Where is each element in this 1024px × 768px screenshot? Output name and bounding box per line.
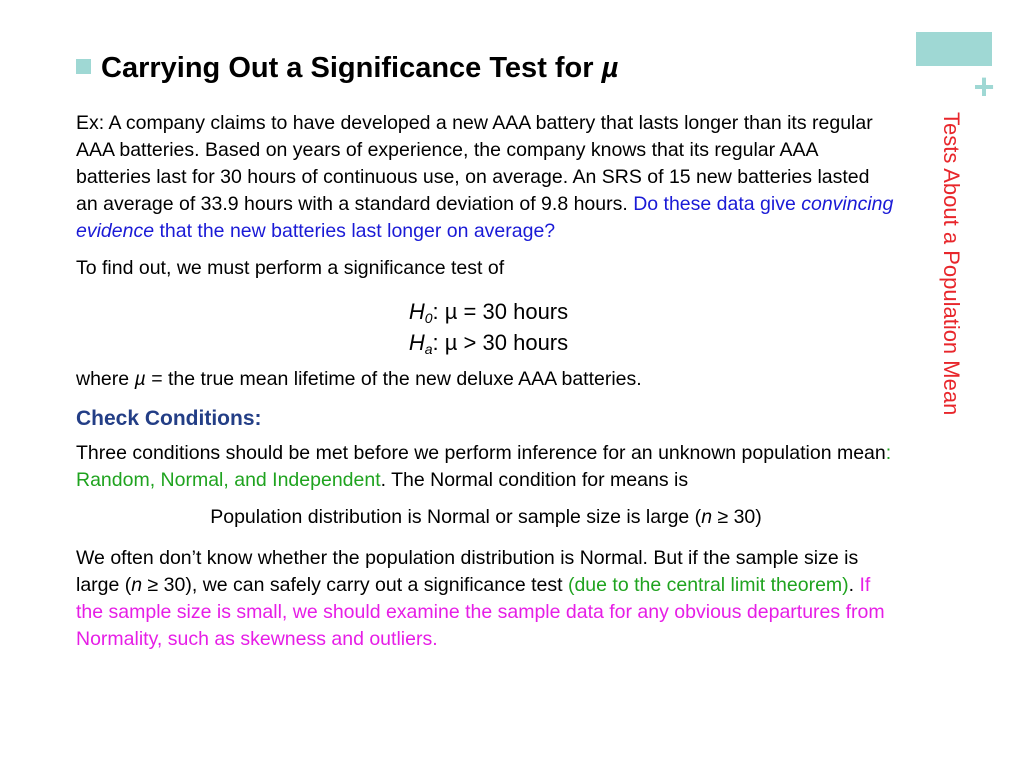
null-rest: : µ = 30 hours bbox=[432, 299, 569, 324]
slide-heading-symbol: µ bbox=[601, 52, 619, 84]
normal-condition-line bbox=[76, 504, 896, 531]
null-letter: H bbox=[408, 299, 425, 324]
example-text: Ex: A company claims to have developed a new AAA battery that lasts longer than its regular AAA batteries. Based on years of experience, the company knows that its regular AAA batteries last for 30 hours of continuous use, on average. An SRS of 15 new batteries lasted an average of 33.9 hours with a standard deviation of 9.8 hours. bbox=[76, 112, 873, 215]
alternative-hypothesis bbox=[76, 327, 896, 358]
where-paragraph bbox=[76, 366, 896, 393]
square-bullet-icon bbox=[76, 59, 91, 74]
conditions-list: : Random, Normal, and Independent bbox=[76, 442, 892, 491]
where-prefix: where bbox=[76, 368, 135, 390]
alt-subscript: a bbox=[424, 341, 433, 357]
conditions-text-after: . The Normal condition for means is bbox=[380, 469, 689, 491]
closing-clt: (due to the central limit theorem) bbox=[567, 574, 849, 596]
closing-period: . bbox=[848, 574, 860, 596]
closing-part1: We often don’t know whether the population distribution is Normal. But if the sample size is large ( bbox=[76, 547, 859, 596]
sidebar-title: Tests About a Population Mean bbox=[939, 112, 964, 416]
closing-paragraph bbox=[76, 545, 896, 653]
null-hypothesis bbox=[76, 296, 896, 327]
conditions-paragraph bbox=[76, 440, 896, 494]
example-paragraph bbox=[76, 110, 896, 245]
accent-bar bbox=[916, 32, 992, 66]
where-rest: = the true mean lifetime of the new deluxe AAA batteries. bbox=[145, 368, 642, 390]
closing-n: n bbox=[131, 574, 143, 596]
alt-letter: H bbox=[408, 330, 425, 355]
check-conditions-heading: Check Conditions: bbox=[76, 407, 262, 430]
normal-condition-before: Population distribution is Normal or sample size is large ( bbox=[210, 506, 702, 528]
question-part1: Do these data give bbox=[633, 193, 802, 215]
closing-small-sample: If the sample size is small, we should examine the sample data for any obvious departures from Normality, such as skewness and outliers. bbox=[76, 574, 885, 650]
closing-part2: ≥ 30), we can safely carry out a significance test bbox=[142, 574, 568, 596]
sidebar-title-container bbox=[938, 112, 982, 512]
intro-paragraph: To find out, we must perform a significance test of bbox=[76, 257, 505, 279]
null-subscript: 0 bbox=[424, 310, 433, 326]
slide-heading bbox=[76, 52, 618, 85]
plus-icon: + bbox=[973, 66, 995, 107]
where-mu: µ bbox=[134, 368, 146, 390]
question-part2: that the new batteries last longer on average? bbox=[154, 220, 556, 242]
slide-heading-text: Carrying Out a Significance Test for bbox=[101, 52, 602, 84]
conditions-text-before: Three conditions should be met before we perform inference for an unknown population mean bbox=[76, 442, 886, 464]
question-emphasis: convincing evidence bbox=[76, 193, 894, 242]
normal-condition-after: ≥ 30) bbox=[712, 506, 762, 528]
alt-rest: : µ > 30 hours bbox=[432, 330, 569, 355]
normal-condition-n: n bbox=[701, 506, 713, 528]
slide-content bbox=[76, 110, 896, 653]
